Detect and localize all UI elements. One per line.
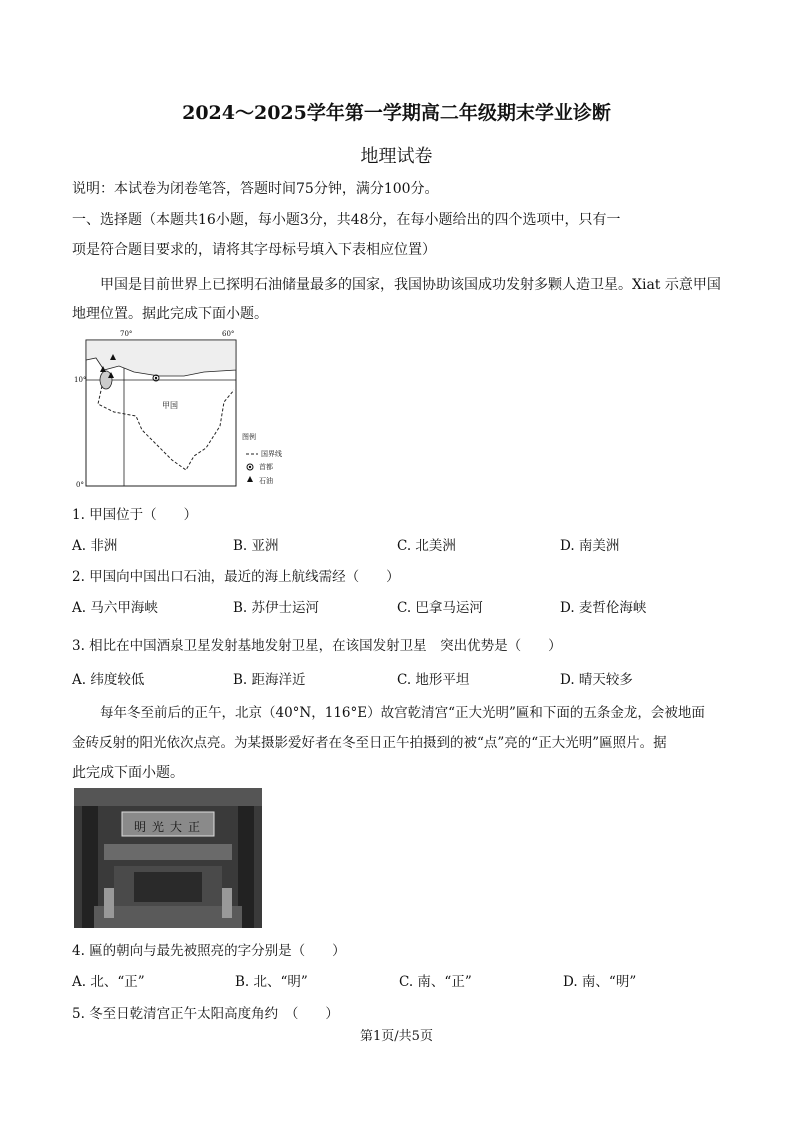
question-4-option-b[interactable]: B. 北、“明” (235, 974, 308, 990)
question-2-option-a[interactable]: A. 马六甲海峡 (72, 600, 158, 616)
question-3-option-a[interactable]: A. 纬度较低 (72, 672, 145, 688)
section-instruction-line2: 项是符合题目要求的，请将其字母标号填入下表相应位置） (72, 242, 436, 258)
map-lon-right: 60° (222, 330, 235, 338)
national-border (98, 386, 234, 470)
map-legend-oil: 石油 (259, 477, 273, 485)
question-3-option-d[interactable]: D. 晴天较多 (560, 672, 633, 688)
passage1-line2: 地理位置。据此完成下面小题。 (72, 306, 268, 322)
exam-note: 说明：本试卷为闭卷笔答，答题时间75分钟，满分100分。 (72, 181, 439, 197)
map-lat-bottom: 0° (76, 481, 84, 489)
question-5-stem: 5. 冬至日乾清宫正午太阳高度角约 （ ） (72, 1006, 339, 1022)
passage2-line2: 金砖反射的阳光依次点亮。为某摄影爱好者在冬至日正午拍摄到的被“点”亮的“正大光明”匾照片。据 (72, 735, 667, 751)
question-2-option-c[interactable]: C. 巴拿马运河 (397, 600, 483, 616)
country-map (74, 330, 284, 490)
question-3-option-b[interactable]: B. 距海洋近 (233, 672, 306, 688)
page-number: 第1页/共5页 (360, 1029, 433, 1044)
question-1-option-a[interactable]: A. 非洲 (72, 538, 118, 554)
question-1-stem: 1. 甲国位于（ ） (72, 507, 198, 523)
palace-plaque-photo (74, 788, 262, 928)
question-2-option-b[interactable]: B. 苏伊士运河 (233, 600, 320, 616)
question-4-option-c[interactable]: C. 南、“正” (399, 974, 472, 990)
question-4-option-a[interactable]: A. 北、“正” (72, 974, 145, 990)
passage2-line1: 每年冬至前后的正午，北京（40°N，116°E）故宫乾清宫“正大光明”匾和下面的五条金龙，会被地面 (100, 705, 705, 721)
map-country-label: 甲国 (162, 401, 178, 410)
question-1-option-b[interactable]: B. 亚洲 (233, 538, 279, 554)
page-subtitle: 地理试卷 (360, 146, 433, 167)
map-legend-border: 国界线 (261, 450, 282, 458)
map-legend-capital: 首都 (259, 463, 273, 471)
passage2-line3: 此完成下面小题。 (72, 765, 184, 781)
plaque-text: 明光大正 (134, 820, 207, 834)
question-4-stem: 4. 匾的朝向与最先被照亮的字分别是（ ） (72, 943, 346, 959)
map-lon-left: 70° (120, 330, 133, 338)
map-legend-title: 图例 (242, 433, 256, 441)
map-lat-top: 10° (74, 376, 87, 384)
question-1-option-d[interactable]: D. 南美洲 (560, 538, 620, 554)
country-map-figure (74, 330, 284, 490)
question-2-option-d[interactable]: D. 麦哲伦海峡 (560, 600, 647, 616)
question-2-stem: 2. 甲国向中国出口石油，最近的海上航线需经（ ） (72, 569, 400, 585)
section-instruction-line1: 一、选择题（本题共16小题，每小题3分，共48分，在每小题给出的四个选项中，只有一 (72, 212, 621, 228)
question-3-stem: 3. 相比在中国酒泉卫星发射基地发射卫星，在该国发射卫星 突出优势是（ ） (72, 638, 562, 654)
question-3-option-c[interactable]: C. 地形平坦 (397, 672, 470, 688)
page-title: 2024～2025学年第一学期高二年级期末学业诊断 (182, 102, 611, 124)
passage1-line1: 甲国是目前世界上已探明石油储量最多的国家，我国协助该国成功发射多颗人造卫星。Xiat 示意甲国 (100, 277, 721, 293)
palace-plaque-image (74, 788, 262, 928)
question-1-option-c[interactable]: C. 北美洲 (397, 538, 456, 554)
question-4-option-d[interactable]: D. 南、“明” (563, 974, 637, 990)
legend-oil-symbol (247, 476, 253, 482)
